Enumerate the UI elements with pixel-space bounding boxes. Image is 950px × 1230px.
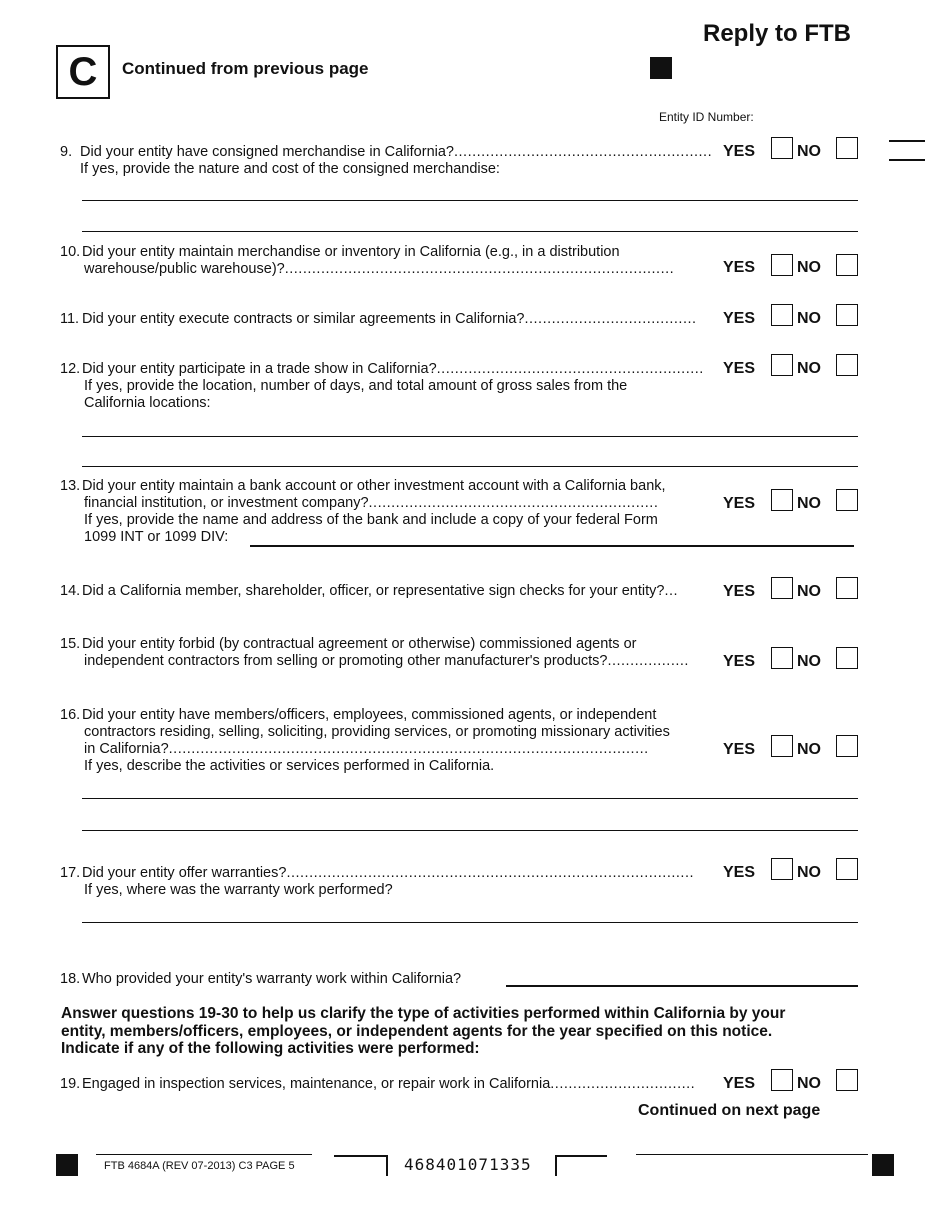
q12-yes-checkbox[interactable] [771,354,793,376]
q17-answer-line[interactable] [82,922,858,923]
no-label: NO [797,864,821,881]
no-label: NO [797,741,821,758]
q10-yes-checkbox[interactable] [771,254,793,276]
entity-id-label: Entity ID Number: [659,110,754,124]
q9-answer-line[interactable] [82,231,858,232]
yes-label: YES [723,310,756,327]
q13-bank-answer-line[interactable] [250,545,854,547]
question-11: 11. Did your entity execute contracts or similar agreements in California?...................................... [60,311,697,327]
yes-label: YES [723,1075,756,1092]
q19-no-checkbox[interactable] [836,1069,858,1091]
margin-mark-bottom [889,159,925,161]
question-9: 9. Did your entity have consigned merchandise in California?......................................................... If yes, provide the nature and cost of the consigned merchandise: [60,144,713,177]
q17-no-checkbox[interactable] [836,858,858,880]
reply-to-ftb-heading: Reply to FTB [703,20,851,47]
instructions-19-30: Answer questions 19-30 to help us clarify the type of activities performed within California by your entity, members/officers, employees, or independent agents for the year specified on this notice. Indicate if any of the following activities were performed: [61,1005,786,1057]
yes-label: YES [723,495,756,512]
no-label: NO [797,360,821,377]
question-14: 14. Did a California member, shareholder, officer, or representative sign checks for your entity?... [60,583,679,599]
q12-answer-line[interactable] [82,436,858,437]
q11-no-checkbox[interactable] [836,304,858,326]
no-label: NO [797,259,821,276]
q19-yes-checkbox[interactable] [771,1069,793,1091]
footer-rule-left [96,1154,312,1155]
footer-bracket-left [334,1155,388,1176]
footer-rule-right [636,1154,868,1155]
question-15: 15. Did your entity forbid (by contractual agreement or otherwise) commissioned agents or independent contractors from selling or promoting other manufacturer's products?.................. [60,636,689,669]
q13-no-checkbox[interactable] [836,489,858,511]
q18-answer-line[interactable] [506,985,858,987]
q12-no-checkbox[interactable] [836,354,858,376]
continued-from-previous: Continued from previous page [122,59,369,78]
q15-no-checkbox[interactable] [836,647,858,669]
q12-answer-line[interactable] [82,466,858,467]
margin-mark-top [889,140,925,142]
no-label: NO [797,495,821,512]
q9-answer-line[interactable] [82,200,858,201]
question-10: 10. Did your entity maintain merchandise or inventory in California (e.g., in a distribution warehouse/public warehouse)?...................................................................................... [60,244,675,277]
q13-yes-checkbox[interactable] [771,489,793,511]
no-label: NO [797,583,821,600]
continued-on-next-page: Continued on next page [638,1102,821,1119]
q16-answer-line[interactable] [82,798,858,799]
no-label: NO [797,1075,821,1092]
q16-yes-checkbox[interactable] [771,735,793,757]
q16-no-checkbox[interactable] [836,735,858,757]
registration-mark [650,57,672,79]
question-12: 12. Did your entity participate in a trade show in California?........................................................... If yes, provide the location, number of days, and total amount of gross sales from the California locations: [60,361,704,411]
q14-yes-checkbox[interactable] [771,577,793,599]
form-id: FTB 4684A (REV 07-2013) C3 PAGE 5 [104,1160,295,1172]
question-16: 16. Did your entity have members/officers, employees, commissioned agents, or independent contractors residing, selling, soliciting, providing services, or promoting missionary activities in California?.......................................................................................................... If yes, describe the activities or services performed in California. [60,707,670,774]
section-letter-box [56,45,110,99]
footer-registration-mark-left [56,1154,78,1176]
no-label: NO [797,143,821,160]
q10-no-checkbox[interactable] [836,254,858,276]
q9-yes-checkbox[interactable] [771,137,793,159]
question-13: 13. Did your entity maintain a bank account or other investment account with a California bank, financial institution, or investment company?................................................................ If yes, provide the name and address of the bank and include a copy of your federal Form 1099 INT or 1099 DIV: [60,478,666,545]
yes-label: YES [723,360,756,377]
section-letter: C [68,50,98,94]
q16-answer-line[interactable] [82,830,858,831]
yes-label: YES [723,259,756,276]
no-label: NO [797,310,821,327]
yes-label: YES [723,143,756,160]
q11-yes-checkbox[interactable] [771,304,793,326]
no-label: NO [797,653,821,670]
question-19: 19. Engaged in inspection services, maintenance, or repair work in California................................ [60,1076,696,1092]
footer-registration-mark-right [872,1154,894,1176]
yes-label: YES [723,864,756,881]
q9-no-checkbox[interactable] [836,137,858,159]
footer-bracket-right [555,1155,607,1176]
yes-label: YES [723,583,756,600]
yes-label: YES [723,653,756,670]
barcode-number: 468401071335 [404,1155,532,1174]
q14-no-checkbox[interactable] [836,577,858,599]
q17-yes-checkbox[interactable] [771,858,793,880]
q15-yes-checkbox[interactable] [771,647,793,669]
question-17: 17. Did your entity offer warranties?.......................................................................................... If yes, where was the warranty work performed? [60,865,695,898]
yes-label: YES [723,741,756,758]
question-18: 18. Who provided your entity's warranty work within California? [60,971,462,987]
